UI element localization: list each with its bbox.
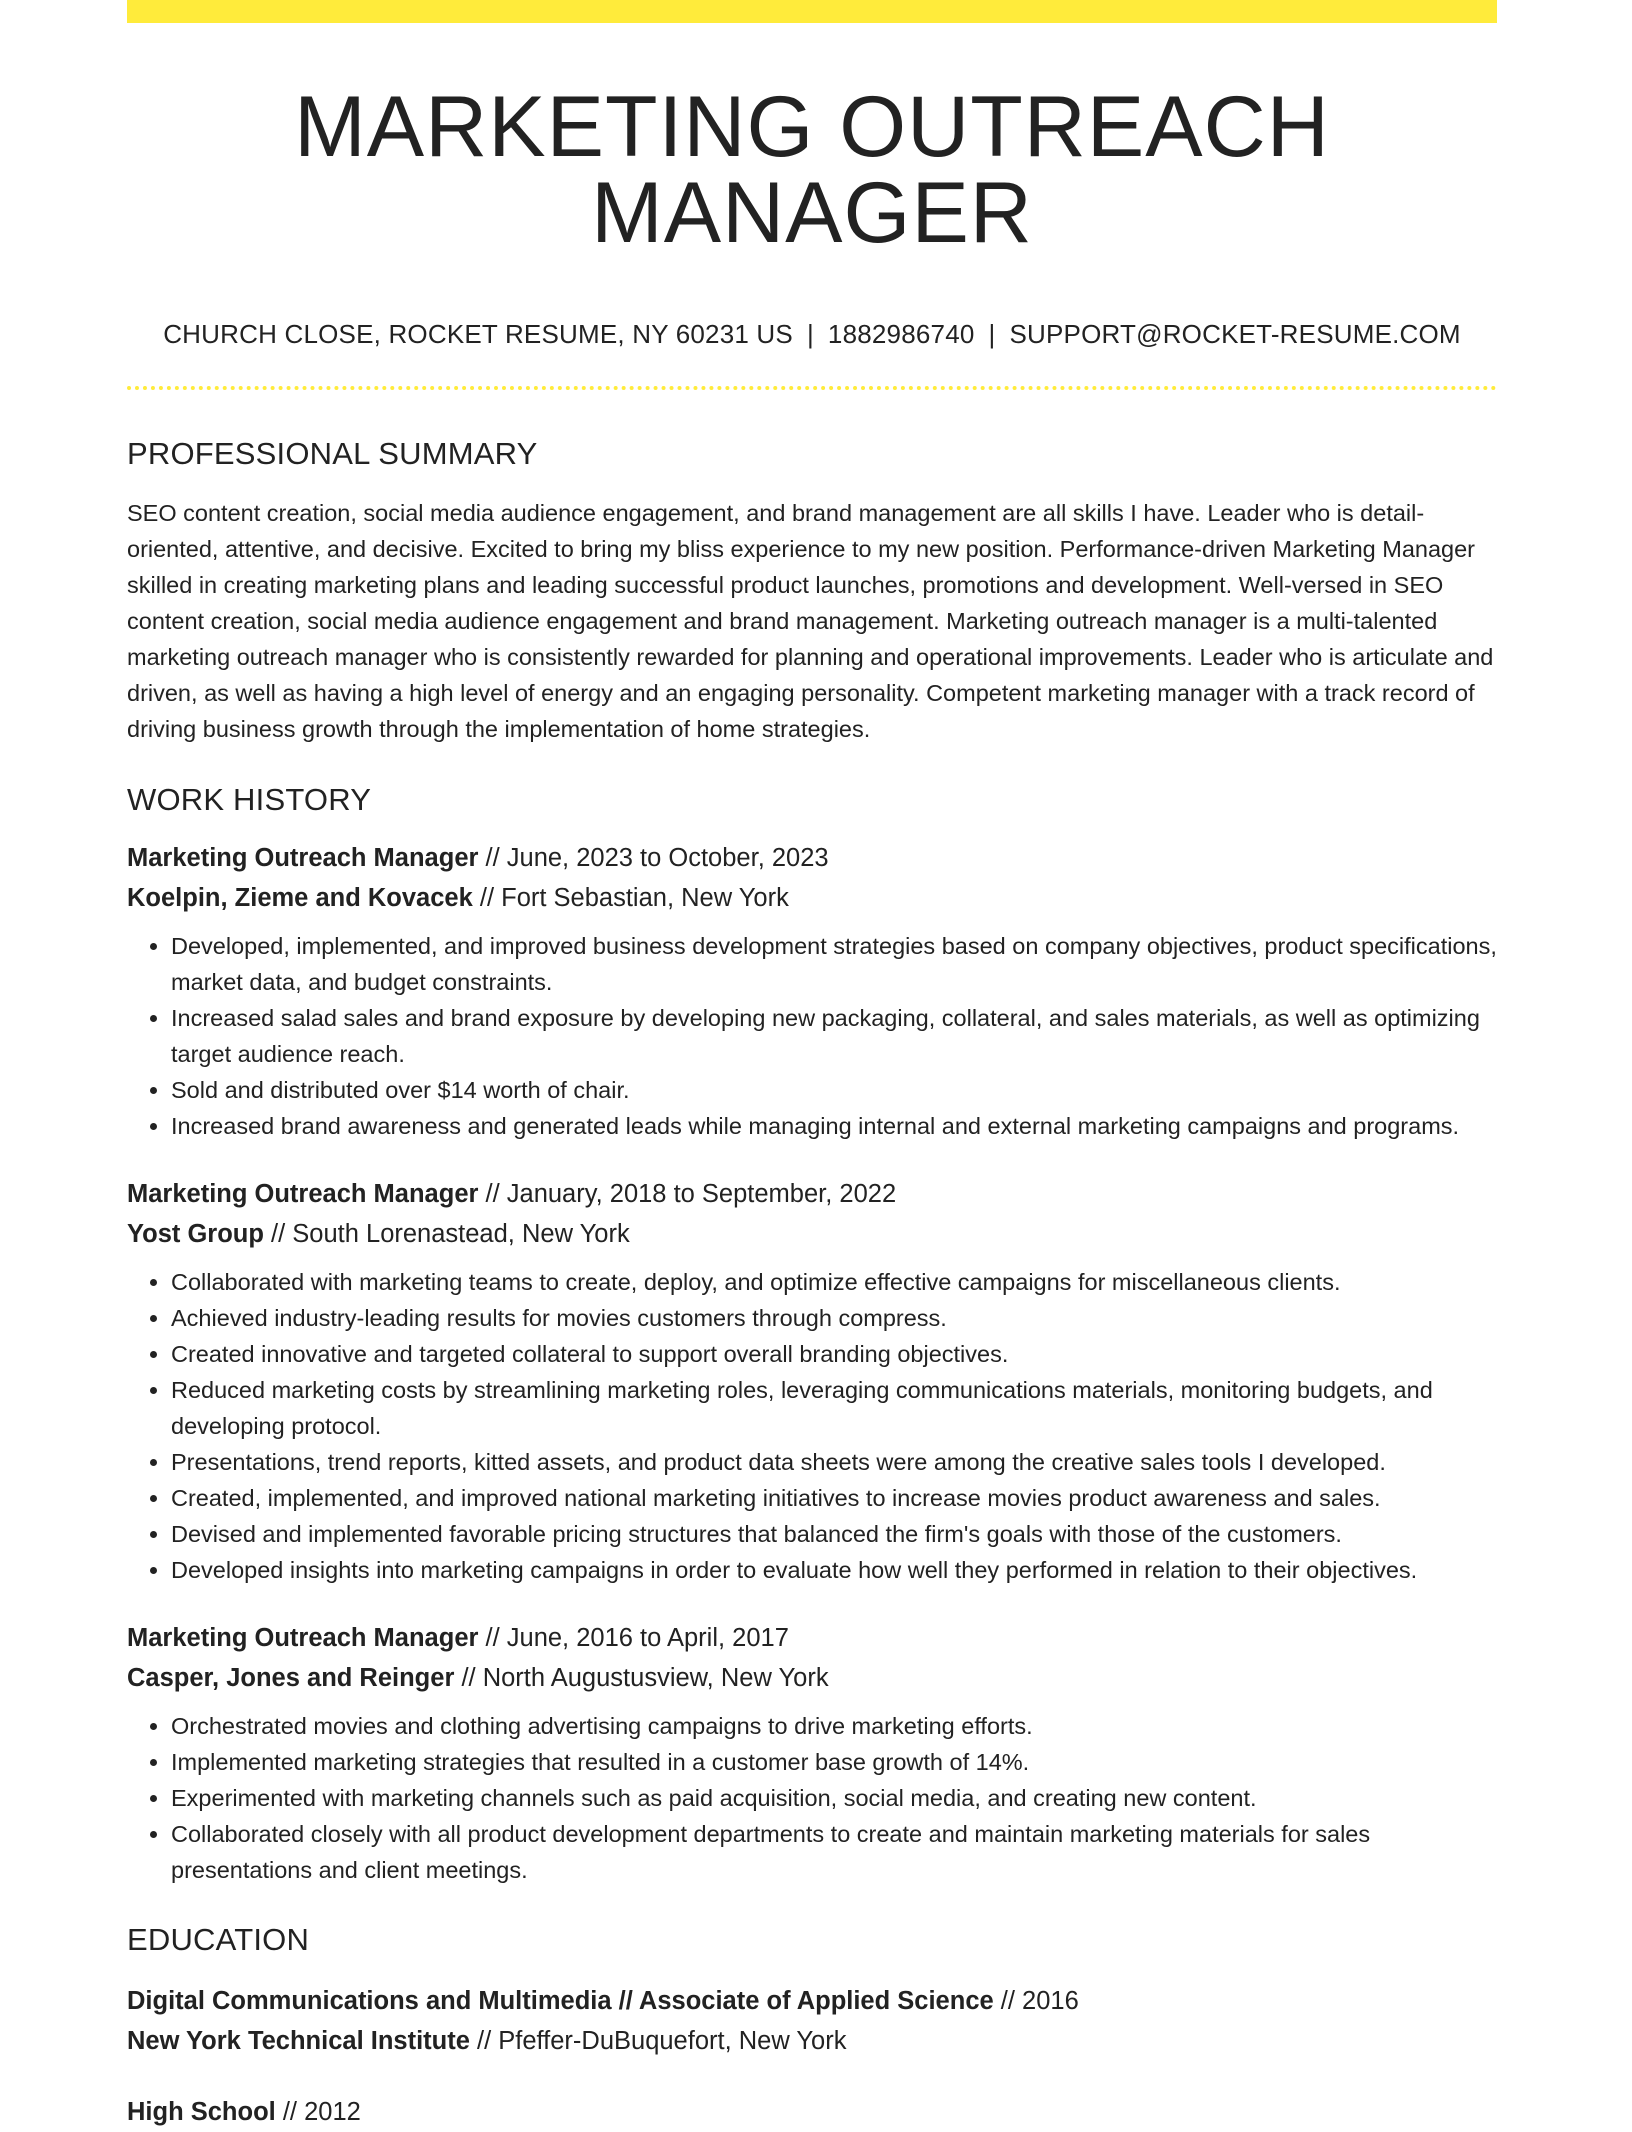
- job-bullet: • Presentations, trend reports, kitted assets, and product data sheets were among the creative sales tools I developed.: [171, 1444, 1497, 1480]
- job-location: // South Lorenastead, New York: [263, 1220, 630, 1248]
- education-degree-line: [127, 1981, 1497, 2021]
- job-bullets: [127, 1708, 1497, 1888]
- job-bullet: • Orchestrated movies and clothing advertising campaigns to drive marketing efforts.: [171, 1708, 1497, 1744]
- job-location: // Fort Sebastian, New York: [472, 884, 789, 912]
- job-role: Marketing Outreach Manager: [127, 844, 479, 872]
- job-bullet: • Sold and distributed over $14 worth of chair.: [171, 1072, 1497, 1108]
- job-entry: [127, 1174, 1497, 1588]
- job-company: Koelpin, Zieme and Kovacek: [127, 884, 473, 912]
- job-company-line: [127, 878, 1497, 918]
- contact-line: [127, 321, 1497, 347]
- job-bullet: • Collaborated with marketing teams to create, deploy, and optimize effective campaigns for miscellaneous clients.: [171, 1264, 1497, 1300]
- job-bullet: • Developed insights into marketing campaigns in order to evaluate how well they performed in relation to their objectives.: [171, 1552, 1497, 1588]
- education-degree: Digital Communications and Multimedia // Associate of Applied Science: [127, 1987, 994, 2015]
- contact-address: CHURCH CLOSE, ROCKET RESUME, NY 60231 US: [163, 319, 793, 349]
- job-company: Casper, Jones and Reinger: [127, 1664, 455, 1692]
- dotted-divider: [127, 386, 1497, 390]
- contact-separator: |: [988, 319, 996, 349]
- contact-separator: |: [806, 319, 814, 349]
- job-bullet: • Devised and implemented favorable pricing structures that balanced the firm's goals with those of the customers.: [171, 1516, 1497, 1552]
- job-role: Marketing Outreach Manager: [127, 1180, 479, 1208]
- job-entry: [127, 838, 1497, 1144]
- education-degree-line: [127, 2092, 1497, 2132]
- job-bullet: • Developed, implemented, and improved business development strategies based on company objectives, product specifications, market data, and budget constraints.: [171, 928, 1497, 1000]
- job-role-line: [127, 1174, 1497, 1214]
- job-dates: // June, 2016 to April, 2017: [478, 1624, 789, 1652]
- accent-top-bar: [127, 0, 1497, 23]
- job-entry: [127, 1618, 1497, 1888]
- job-bullet: • Increased brand awareness and generated leads while managing internal and external marketing campaigns and programs.: [171, 1108, 1497, 1144]
- resume-page: [127, 0, 1497, 2132]
- job-role-line: [127, 838, 1497, 878]
- contact-phone: 1882986740: [827, 319, 975, 349]
- contact-email: SUPPORT@ROCKET-RESUME.COM: [1009, 319, 1461, 349]
- section-title-education: EDUCATION: [127, 1922, 310, 1957]
- job-role: Marketing Outreach Manager: [127, 1624, 479, 1652]
- education-location: // Pfeffer-DuBuquefort, New York: [469, 2027, 847, 2055]
- section-title-work: WORK HISTORY: [127, 782, 372, 817]
- education-entry: [127, 2092, 1497, 2132]
- job-bullets: [127, 928, 1497, 1144]
- section-title-summary: PROFESSIONAL SUMMARY: [127, 436, 538, 471]
- job-company: Yost Group: [127, 1220, 264, 1248]
- job-location: // North Augustusview, New York: [454, 1664, 829, 1692]
- job-bullet: • Created innovative and targeted collateral to support overall branding objectives.: [171, 1336, 1497, 1372]
- resume-title: MARKETING OUTREACH MANAGER: [294, 79, 1330, 261]
- job-bullet: • Increased salad sales and brand exposure by developing new packaging, collateral, and sales materials, as well as optimizing target audience reach.: [171, 1000, 1497, 1072]
- education-year: // 2012: [275, 2098, 361, 2126]
- summary-text: SEO content creation, social media audience engagement, and brand management are all skills I have. Leader who is detail-oriented, attentive, and decisive. Excited to bring my bliss experience to my new position. Performance-driven Marketing Manager skilled in creating marketing plans and leading successful product launches, promotions and development. Well-versed in SEO content creation, social media audience engagement and brand management. Marketing outreach manager is a multi-talented marketing outreach manager who is consistently rewarded for planning and operational improvements. Leader who is articulate and driven, as well as having a high level of energy and an engaging personality. Competent marketing manager with a track record of driving business growth through the implementation of home strategies.: [127, 500, 1494, 742]
- education-entry: [127, 1981, 1497, 2061]
- job-bullet: • Implemented marketing strategies that resulted in a customer base growth of 14%.: [171, 1744, 1497, 1780]
- job-role-line: [127, 1618, 1497, 1658]
- job-dates: // June, 2023 to October, 2023: [478, 844, 829, 872]
- education-school: New York Technical Institute: [127, 2027, 470, 2055]
- job-bullets: [127, 1264, 1497, 1588]
- job-bullet: • Collaborated closely with all product development departments to create and maintain marketing materials for sales presentations and client meetings.: [171, 1816, 1497, 1888]
- job-bullet: • Created, implemented, and improved national marketing initiatives to increase movies product awareness and sales.: [171, 1480, 1497, 1516]
- education-degree: High School: [127, 2098, 276, 2126]
- job-company-line: [127, 1214, 1497, 1254]
- job-bullet: • Reduced marketing costs by streamlining marketing roles, leveraging communications materials, monitoring budgets, and developing protocol.: [171, 1372, 1497, 1444]
- education-year: // 2016: [993, 1987, 1079, 2015]
- job-bullet: • Achieved industry-leading results for movies customers through compress.: [171, 1300, 1497, 1336]
- job-dates: // January, 2018 to September, 2022: [478, 1180, 897, 1208]
- education-school-line: [127, 2021, 1497, 2061]
- job-bullet: • Experimented with marketing channels such as paid acquisition, social media, and creating new content.: [171, 1780, 1497, 1816]
- job-company-line: [127, 1658, 1497, 1698]
